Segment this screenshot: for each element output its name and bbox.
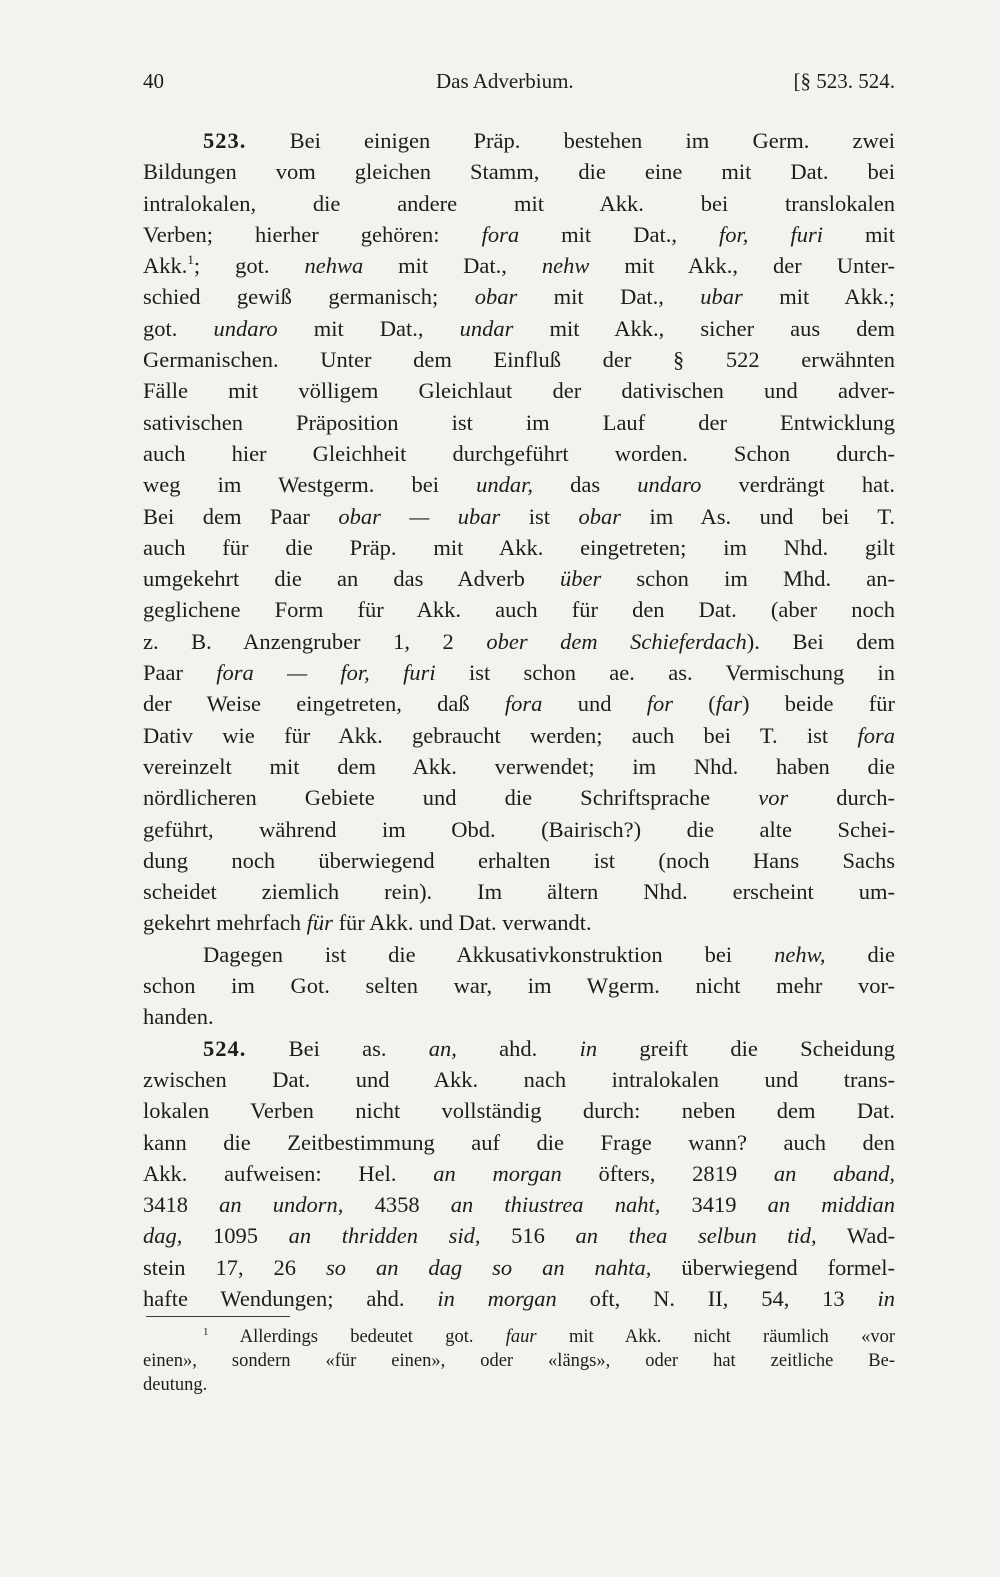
text-line: schied gewiß germanisch; obar mit Dat., ubar mit Akk.; bbox=[143, 284, 896, 310]
text-line: gekehrt mehrfach für für Akk. und Dat. verwandt. bbox=[143, 910, 592, 936]
text-line: hafte Wendungen; ahd. in morgan oft, N. II, 54, 13 in bbox=[143, 1285, 896, 1311]
text-line: z. B. Anzengruber 1, 2 ober dem Schieferdach). Bei dem bbox=[143, 628, 895, 654]
section-number-523: 523. bbox=[203, 128, 247, 153]
text-line: 523. Bei einigen Präp. bestehen im Germ. zwei bbox=[203, 128, 896, 153]
text-line: dung noch überwiegend erhalten ist (noch Hans Sachs bbox=[143, 847, 895, 873]
text-line: nördlicheren Gebiete und die Schriftsprache vor durch- bbox=[143, 785, 896, 811]
text-line: umgekehrt die an das Adverb über schon im Mhd. an- bbox=[143, 566, 896, 592]
text-line: sativischen Präposition ist im Lauf der Entwicklung bbox=[143, 409, 895, 435]
footnote-line: einen», sondern «für einen», oder «längs», oder hat zeitliche Be- bbox=[143, 1351, 895, 1371]
section-reference: [§ 523. 524. bbox=[793, 69, 895, 93]
text-line: 524. Bei as. an, ahd. in greift die Scheidung bbox=[203, 1035, 896, 1061]
running-title: Das Adverbium. bbox=[436, 69, 574, 93]
text-line: vereinzelt mit dem Akk. verwendet; im Nhd. haben die bbox=[143, 753, 895, 779]
text-line: lokalen Verben nicht vollständig durch: neben dem Dat. bbox=[143, 1098, 895, 1124]
text-line: Paar fora — for, furi ist schon ae. as. Vermischung in bbox=[143, 660, 896, 686]
text-line: weg im Westgerm. bei undar, das undaro verdrängt hat. bbox=[143, 472, 895, 498]
text-line: auch hier Gleichheit durchgeführt worden. Schon durch- bbox=[143, 440, 895, 466]
footnote-line: deutung. bbox=[143, 1375, 208, 1395]
text-line: Akk.$^1$; got. nehwa mit Dat., nehw mit Akk., der Unter- bbox=[143, 252, 895, 279]
text-line: intralokalen, die andere mit Akk. bei translokalen bbox=[143, 190, 895, 216]
text-line: der Weise eingetreten, daß fora und for (far) beide für bbox=[143, 691, 896, 717]
text-line: auch für die Präp. mit Akk. eingetreten; im Nhd. gilt bbox=[143, 534, 895, 560]
text-line: geglichene Form für Akk. auch für den Dat. (aber noch bbox=[143, 597, 895, 623]
footnote bbox=[143, 1325, 895, 1397]
text-line: stein 17, 26 so an dag so an nahta, überwiegend formel- bbox=[143, 1254, 896, 1280]
text-line: Verben; hierher gehören: fora mit Dat., for, furi mit bbox=[143, 221, 896, 247]
text-line: Germanischen. Unter dem Einfluß der § 522 erwähnten bbox=[143, 347, 895, 373]
text-line: handen. bbox=[143, 1004, 214, 1030]
section-number-524: 524. bbox=[203, 1035, 247, 1061]
text-line: zwischen Dat. und Akk. nach intralokalen und trans- bbox=[143, 1066, 895, 1092]
footnote-ref: 1 bbox=[187, 252, 194, 268]
text-line: Bildungen vom gleichen Stamm, die eine mit Dat. bei bbox=[143, 159, 895, 185]
text-line: got. undaro mit Dat., undar mit Akk., sicher aus dem bbox=[143, 315, 895, 341]
footnote-divider bbox=[146, 1316, 290, 1317]
text-line: geführt, während im Obd. (Bairisch?) die alte Schei- bbox=[143, 816, 895, 842]
text-line: Fälle mit völligem Gleichlaut der dativischen und adver- bbox=[143, 378, 895, 404]
text-line: scheidet ziemlich rein). Im ältern Nhd. erscheint um- bbox=[143, 879, 895, 905]
text-line: dag, 1095 an thridden sid, 516 an thea selbun tid, Wad- bbox=[143, 1223, 896, 1249]
text-line: Bei dem Paar obar — ubar ist obar im As. und bei T. bbox=[143, 503, 896, 529]
page-number: 40 bbox=[143, 69, 164, 93]
text-line: 3418 an undorn, 4358 an thiustrea naht, 3419 an middian bbox=[143, 1192, 896, 1218]
text-line: Dativ wie für Akk. gebraucht werden; auch bei T. ist fora bbox=[143, 722, 895, 748]
footnote-line: $^1$ Allerdings bedeutet got. faur mit Akk. nicht räumlich «vor bbox=[203, 1326, 896, 1347]
body-text bbox=[143, 125, 895, 1314]
footnote-mark: 1 bbox=[203, 1326, 209, 1338]
text-line: kann die Zeitbestimmung auf die Frage wann? auch den bbox=[143, 1129, 895, 1155]
text-line: schon im Got. selten war, im Wgerm. nicht mehr vor- bbox=[143, 973, 895, 999]
text-line: Akk. aufweisen: Hel. an morgan öfters, 2819 an aband, bbox=[143, 1160, 896, 1186]
text-line: Dagegen ist die Akkusativkonstruktion bei nehw, die bbox=[203, 941, 896, 967]
